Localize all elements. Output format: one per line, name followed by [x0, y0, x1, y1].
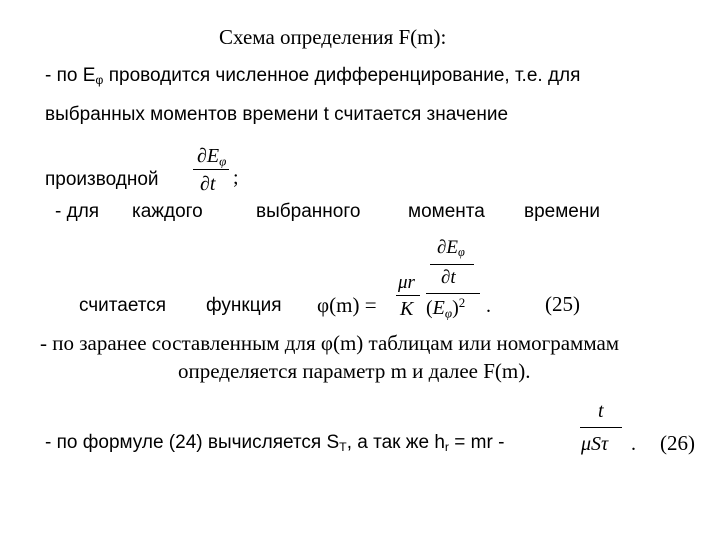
step1-frac-num-sub: φ [219, 153, 227, 169]
step2-word-3: выбранного [256, 201, 361, 222]
step4-text-c: = mr - [449, 432, 505, 453]
big-num-numerator [437, 238, 465, 258]
equation-number-26: (26) [660, 431, 695, 455]
phi-label: φ(m) = [317, 293, 377, 317]
step2-lead-1: считается [79, 295, 167, 316]
step1-line1-sub: φ [95, 73, 104, 88]
den-exponent: 2 [458, 295, 466, 310]
den-open-paren: ( [426, 297, 433, 320]
big-num-text: ∂E [437, 237, 458, 258]
step1-line1-a: - по E [45, 65, 96, 86]
step3-line1: - по заранее составленным для φ(m) таблицам или номограммам [40, 331, 620, 355]
step2-word-1: - для [55, 201, 100, 222]
step1-frac-num-text: ∂E [197, 145, 220, 167]
big-inner-fraction-bar [430, 264, 474, 265]
mu-r-denominator: K [400, 298, 414, 320]
step1-line2: выбранных моментов времени t считается значение [45, 104, 509, 125]
slide-title: Схема определения F(m): [219, 25, 447, 49]
big-main-fraction-bar [426, 293, 480, 294]
step2-lead-2: функция [206, 295, 282, 316]
den-close-paren: ) [452, 297, 459, 320]
step4-frac-denominator: μSτ [581, 433, 609, 455]
step1-frac-denominator: ∂t [200, 173, 216, 195]
big-inner-denominator: ∂t [441, 267, 456, 288]
den-E-sub: φ [444, 305, 453, 321]
step2-word-4: момента [408, 201, 485, 222]
equation-number-25: (25) [545, 292, 580, 316]
big-num-sub: φ [458, 245, 465, 260]
mu-r-numerator: μr [398, 272, 415, 293]
step1-line3: производной [45, 169, 159, 190]
big-denominator [426, 296, 465, 319]
step1-semicolon: ; [233, 167, 239, 189]
step4-text-a: - по формуле (24) вычисляется S [45, 432, 340, 453]
step1-frac-numerator [197, 146, 226, 167]
step4-text-b: , а так же h [346, 432, 445, 453]
mu-r-fraction-bar [396, 295, 420, 296]
step4-fraction-bar [580, 427, 622, 428]
step1-line1 [45, 66, 580, 86]
step1-line1-b: проводится численное дифференцирование, т.е. для [103, 65, 581, 86]
step3-line2: определяется параметр m и далее F(m). [178, 359, 531, 383]
step4-text [45, 433, 504, 453]
step2-period: . [486, 295, 491, 317]
step2-word-5: времени [524, 201, 600, 222]
step4-frac-numerator: t [598, 400, 604, 422]
step4-period: . [631, 433, 636, 455]
step2-word-2: каждого [132, 201, 203, 222]
step1-fraction-bar [193, 169, 229, 170]
den-E: E [432, 297, 445, 320]
step4-sub-T: T [339, 440, 347, 455]
step4-sub-r: r [444, 440, 450, 455]
